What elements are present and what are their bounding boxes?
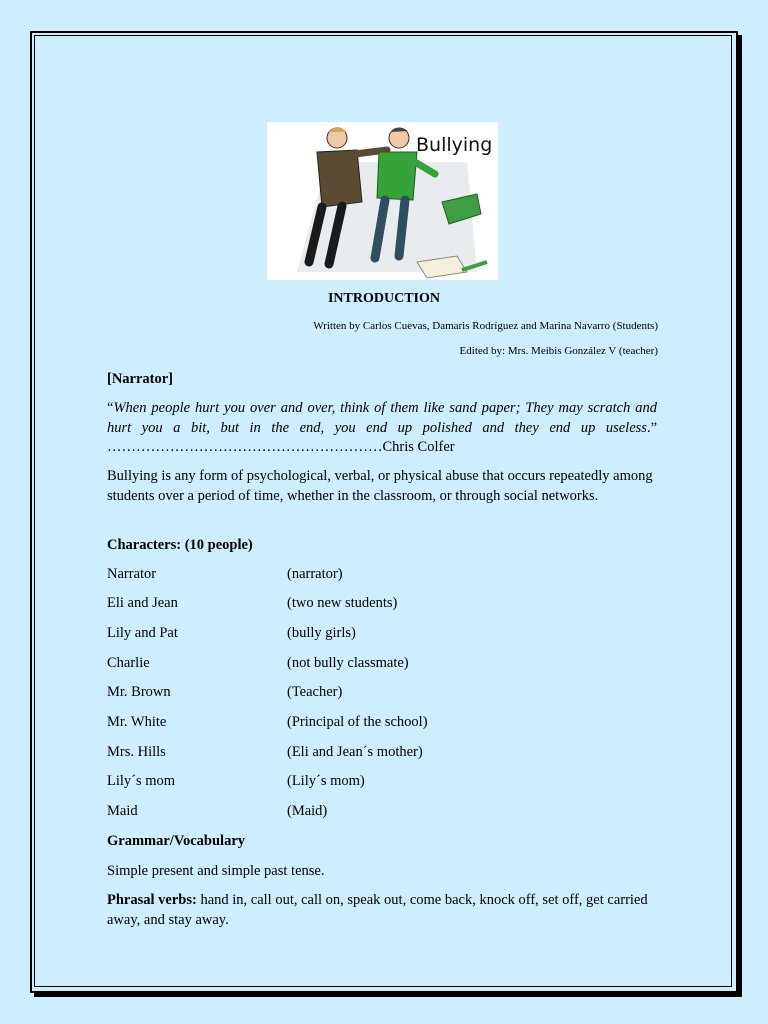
character-role: (not bully classmate) [287,655,409,671]
editor-credit: Edited by: Mrs. Meibis González V (teacher) [459,345,658,357]
phrasal-verbs-list: hand in, call out, call on, speak out, come back, knock off, set off, get carried away, and stay away. [107,892,648,928]
quote-text: When people hurt you over and over, think of them like sand paper; They may scratch and hurt you a bit, but in the end, you end up polished and they end up useless [107,400,657,436]
quote-paragraph [107,399,657,458]
phrasal-verbs-label: Phrasal verbs: [107,892,197,908]
character-role: (Lily´s mom) [287,773,365,789]
character-row [107,595,398,615]
character-name: Lily and Pat [107,625,178,641]
character-row [107,773,365,793]
grammar-heading: Grammar/Vocabulary [107,833,246,849]
characters-heading: Characters: (10 people) [107,537,253,553]
character-role: (Principal of the school) [287,714,428,730]
character-row [107,625,356,645]
illustration-title: Bullying [416,134,493,156]
character-role: (Teacher) [287,684,343,700]
character-row [107,744,423,764]
bullying-definition: Bullying is any form of psychological, verbal, or physical abuse that occurs repeatedly among students over a period of time, whether in the classroom, or through social networks. [107,468,653,504]
character-name: Charlie [107,655,150,671]
character-row [107,655,409,675]
quote-open-mark: “ [107,400,114,416]
grammar-text: Simple present and simple past tense. [107,863,325,879]
character-row [107,566,343,586]
character-role: (Maid) [287,803,328,819]
character-name: Mr. Brown [107,684,171,700]
character-name: Maid [107,803,138,819]
quote-dots: ………………………………………………… [107,439,383,455]
character-name: Mr. White [107,714,167,730]
character-name: Lily´s mom [107,773,176,789]
character-name: Eli and Jean [107,595,178,611]
narrator-label: [Narrator] [107,371,174,387]
character-role: (bully girls) [287,625,356,641]
character-role: (two new students) [287,595,398,611]
character-name: Narrator [107,566,157,582]
quote-close-mark: .” [646,419,657,436]
quote-author: Chris Colfer [382,439,455,455]
character-name: Mrs. Hills [107,744,166,760]
character-row [107,714,428,734]
character-row [107,803,328,823]
authors-credit: Written by Carlos Cuevas, Damaris Rodríguez and Marina Navarro (Students) [313,320,658,332]
character-role: (narrator) [287,566,343,582]
phrasal-verbs-paragraph [107,891,657,930]
character-role: (Eli and Jean´s mother) [287,744,423,760]
page-heading: INTRODUCTION [327,291,440,306]
character-row [107,684,343,704]
